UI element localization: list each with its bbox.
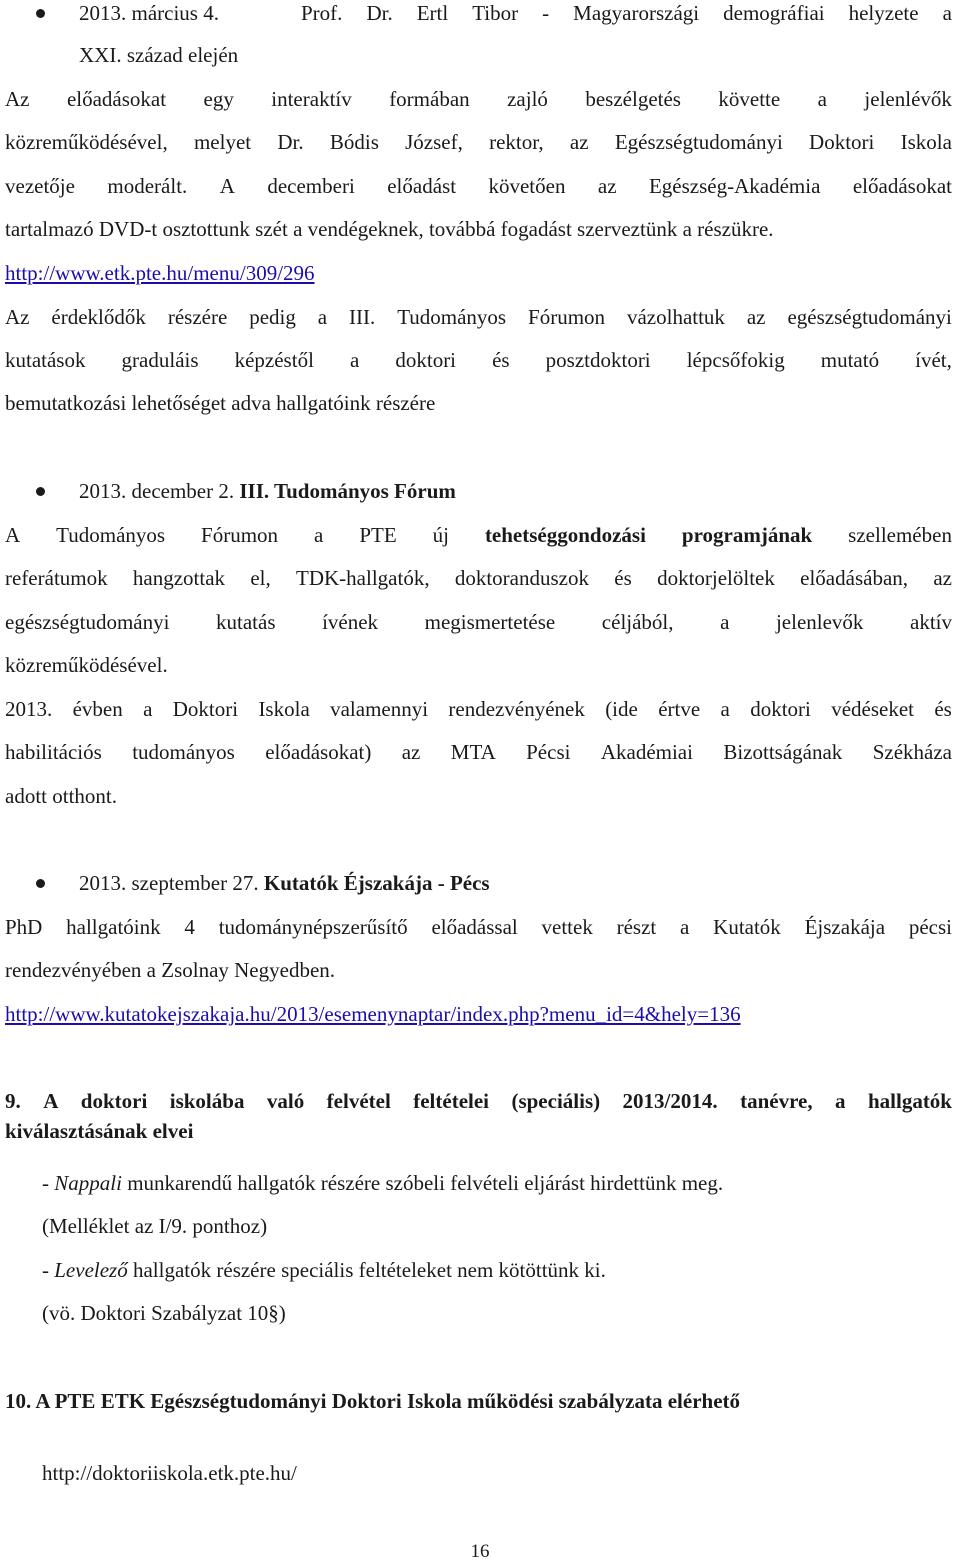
- event-title: III. Tudományos Fórum: [239, 479, 456, 503]
- word: Kutatók: [713, 915, 781, 939]
- word: előadásában,: [800, 566, 909, 590]
- word: új: [432, 523, 449, 547]
- word: az: [597, 174, 617, 198]
- word: ívét,: [915, 348, 952, 372]
- word: Doktori: [172, 697, 239, 721]
- section-heading: [5, 1088, 952, 1114]
- word: képzéstől: [234, 348, 314, 372]
- word: kutatás: [216, 610, 276, 634]
- event-title-continuation: XXI. század elején: [79, 43, 239, 67]
- paragraph-line: [5, 696, 952, 722]
- word: az: [569, 130, 589, 154]
- word: a: [720, 610, 730, 634]
- word: zajló: [507, 87, 548, 111]
- word: szellemében: [848, 523, 952, 547]
- word: Bódis: [329, 130, 379, 154]
- word: interaktív: [271, 87, 352, 111]
- word: hallgatóink: [66, 915, 161, 939]
- word: III.: [349, 305, 376, 329]
- word: felvétel: [326, 1089, 391, 1113]
- word: a: [835, 1089, 846, 1113]
- bullet-icon: [36, 487, 45, 496]
- section-heading: 10. A PTE ETK Egészségtudományi Doktori Iskola működési szabályzata elérhető: [5, 1389, 741, 1413]
- word: tudományos: [132, 740, 235, 764]
- word: megismertetése: [424, 610, 556, 634]
- word: posztdoktori: [545, 348, 651, 372]
- word: (ide: [605, 697, 638, 721]
- word: TDK-hallgatók,: [296, 566, 430, 590]
- paragraph-line: rendezvényében a Zsolnay Negyedben.: [5, 958, 336, 982]
- paragraph-line: bemutatkozási lehetőséget adva hallgatóink részére: [5, 391, 436, 415]
- word: részére: [167, 305, 228, 329]
- word: jelenlevők: [775, 610, 864, 634]
- word: tanévre,: [740, 1089, 813, 1113]
- word: Bizottságának: [723, 740, 843, 764]
- word: előadásokat: [66, 87, 167, 111]
- word: vázolhattuk: [626, 305, 725, 329]
- word: PhD: [5, 915, 43, 939]
- word: évben: [72, 697, 123, 721]
- word: tehetséggondozási: [484, 523, 646, 547]
- word: Székháza: [872, 740, 952, 764]
- word: MTA: [450, 740, 496, 764]
- word: és: [614, 566, 632, 590]
- word: való: [266, 1089, 305, 1113]
- word: Fórumon: [528, 305, 606, 329]
- word: kutatások: [5, 348, 86, 372]
- word: Prof.: [301, 1, 343, 25]
- word: Iskola: [900, 130, 952, 154]
- word: jelenlévők: [864, 87, 952, 111]
- word: Doktori: [809, 130, 875, 154]
- word: Tudományos: [397, 305, 507, 329]
- word: az: [933, 566, 952, 590]
- word: mutató: [820, 348, 880, 372]
- word: doktorjelöltek: [657, 566, 775, 590]
- list-item: - Levelező hallgatók részére speciális feltételeket nem kötöttünk ki.: [42, 1258, 606, 1282]
- word: graduláis: [121, 348, 199, 372]
- word: tudománynépszerűsítő: [218, 915, 408, 939]
- paragraph-line: [5, 739, 952, 765]
- word: Tibor: [472, 1, 519, 25]
- word: A: [5, 523, 21, 547]
- word: 4: [184, 915, 195, 939]
- paragraph-line: [5, 347, 952, 373]
- word: Dr.: [366, 1, 393, 25]
- word: 2013.: [5, 697, 53, 721]
- word: habilitációs: [5, 740, 102, 764]
- event-heading-line: [79, 870, 952, 896]
- word: aktív: [910, 610, 952, 634]
- word: Egészség-Akadémia: [648, 174, 821, 198]
- word: moderált.: [107, 174, 188, 198]
- word: helyzete: [848, 1, 919, 25]
- word: demográfiai: [723, 1, 825, 25]
- word: előadást: [387, 174, 457, 198]
- paragraph-line: [5, 565, 952, 591]
- word: Éjszakája: [804, 915, 886, 939]
- word: és: [492, 348, 510, 372]
- word: Az: [5, 305, 30, 329]
- word: rektor,: [489, 130, 544, 154]
- word: a: [349, 348, 360, 372]
- word: A: [43, 1089, 59, 1113]
- word: részt: [616, 915, 657, 939]
- word: követte: [718, 87, 781, 111]
- word: védéseket: [831, 697, 914, 721]
- event-title: Kutatók Éjszakája - Pécs: [263, 871, 490, 895]
- word: programjának: [681, 523, 813, 547]
- paragraph-line: közreműködésével.: [5, 653, 168, 677]
- word: egy: [203, 87, 234, 111]
- word: el,: [250, 566, 271, 590]
- word: előadással: [431, 915, 518, 939]
- word: A: [219, 174, 235, 198]
- word: Ertl: [416, 1, 449, 25]
- word: Fórumon: [201, 523, 279, 547]
- paragraph-line: [5, 129, 952, 155]
- link-line: [5, 260, 952, 286]
- word: vettek: [541, 915, 593, 939]
- word: a: [314, 523, 324, 547]
- paragraph-line: [5, 304, 952, 330]
- word: rendezvényének: [448, 697, 585, 721]
- word: Egészségtudományi: [614, 130, 783, 154]
- event-date: 2013. március 4.: [79, 1, 219, 25]
- word: értve: [658, 697, 701, 721]
- paragraph-line: [5, 914, 952, 940]
- word: (speciális): [511, 1089, 601, 1113]
- section-heading: kiválasztásának elvei: [5, 1119, 194, 1143]
- word: referátumok: [5, 566, 108, 590]
- page-number: 16: [470, 1541, 490, 1562]
- word: hallgatók: [867, 1089, 952, 1113]
- word: a: [680, 915, 690, 939]
- paragraph-line: [5, 86, 952, 112]
- word: előadásokat): [265, 740, 372, 764]
- doktori-iskola-url: http://doktoriiskola.etk.pte.hu/: [42, 1461, 297, 1485]
- bullet-icon: [36, 879, 45, 888]
- word: formában: [389, 87, 470, 111]
- word: pedig: [249, 305, 296, 329]
- paragraph-line: [5, 609, 952, 635]
- event-heading-line: [79, 478, 952, 504]
- word: decemberi: [267, 174, 355, 198]
- word: PTE: [359, 523, 397, 547]
- event-date: 2013. szeptember 27.: [79, 871, 259, 895]
- word: beszélgetés: [585, 87, 681, 111]
- word: céljából,: [601, 610, 674, 634]
- event-heading-line: [79, 0, 952, 26]
- word: az: [746, 305, 766, 329]
- word: Tudományos: [56, 523, 166, 547]
- paragraph-line: adott otthont.: [5, 784, 117, 808]
- link-line: [5, 1001, 952, 1027]
- word: doktori: [750, 697, 811, 721]
- word: a: [817, 87, 827, 111]
- word: előadásokat: [852, 174, 952, 198]
- word: feltételei: [413, 1089, 490, 1113]
- list-item-note: (vö. Doktori Szabályzat 10§): [42, 1301, 286, 1325]
- word: pécsi: [908, 915, 952, 939]
- word: Pécsi: [526, 740, 571, 764]
- word: iskolába: [169, 1089, 245, 1113]
- word: egészségtudományi: [5, 610, 170, 634]
- word: a: [942, 1, 952, 25]
- word: követően: [488, 174, 566, 198]
- list-item-note: (Melléklet az I/9. ponthoz): [42, 1214, 268, 1238]
- word: az: [401, 740, 421, 764]
- word: Magyarországi: [573, 1, 700, 25]
- word: József,: [405, 130, 463, 154]
- word: ívének: [322, 610, 379, 634]
- word: lépcsőfokig: [686, 348, 785, 372]
- bullet-icon: [36, 9, 45, 18]
- paragraph-line: [5, 173, 952, 199]
- word: doktori: [80, 1089, 148, 1113]
- word: a: [317, 305, 328, 329]
- word: doktori: [395, 348, 457, 372]
- word: a: [143, 697, 153, 721]
- kutatok-ejszakaja-link[interactable]: http://www.kutatokejszakaja.hu/2013/esemenynaptar/index.php?menu_id=4&hely=136: [5, 1002, 741, 1026]
- event-title: [301, 0, 952, 26]
- word: 2013/2014.: [622, 1089, 718, 1113]
- word: Akadémiai: [600, 740, 693, 764]
- paragraph-line: [5, 522, 952, 548]
- word: -: [542, 1, 550, 25]
- word: melyet: [193, 130, 252, 154]
- list-item: - Nappali munkarendű hallgatók részére szóbeli felvételi eljárást hirdettünk meg.: [42, 1171, 724, 1195]
- word: hangzottak: [132, 566, 226, 590]
- word: doktoranduszok: [454, 566, 589, 590]
- word: közreműködésével,: [5, 130, 168, 154]
- word: 9.: [5, 1089, 21, 1113]
- word: valamennyi: [330, 697, 429, 721]
- word: egészségtudományi: [787, 305, 952, 329]
- word: Dr.: [277, 130, 304, 154]
- word: érdeklődők: [51, 305, 146, 329]
- etk-menu-link[interactable]: http://www.etk.pte.hu/menu/309/296: [5, 261, 315, 285]
- word: Az: [5, 87, 30, 111]
- word: Iskola: [258, 697, 310, 721]
- word: vezetője: [5, 174, 75, 198]
- event-date: 2013. december 2.: [79, 479, 235, 503]
- word: a: [720, 697, 730, 721]
- paragraph-line: tartalmazó DVD-t osztottunk szét a vendégeknek, továbbá fogadást szerveztünk a részükre.: [5, 217, 774, 241]
- word: és: [934, 697, 952, 721]
